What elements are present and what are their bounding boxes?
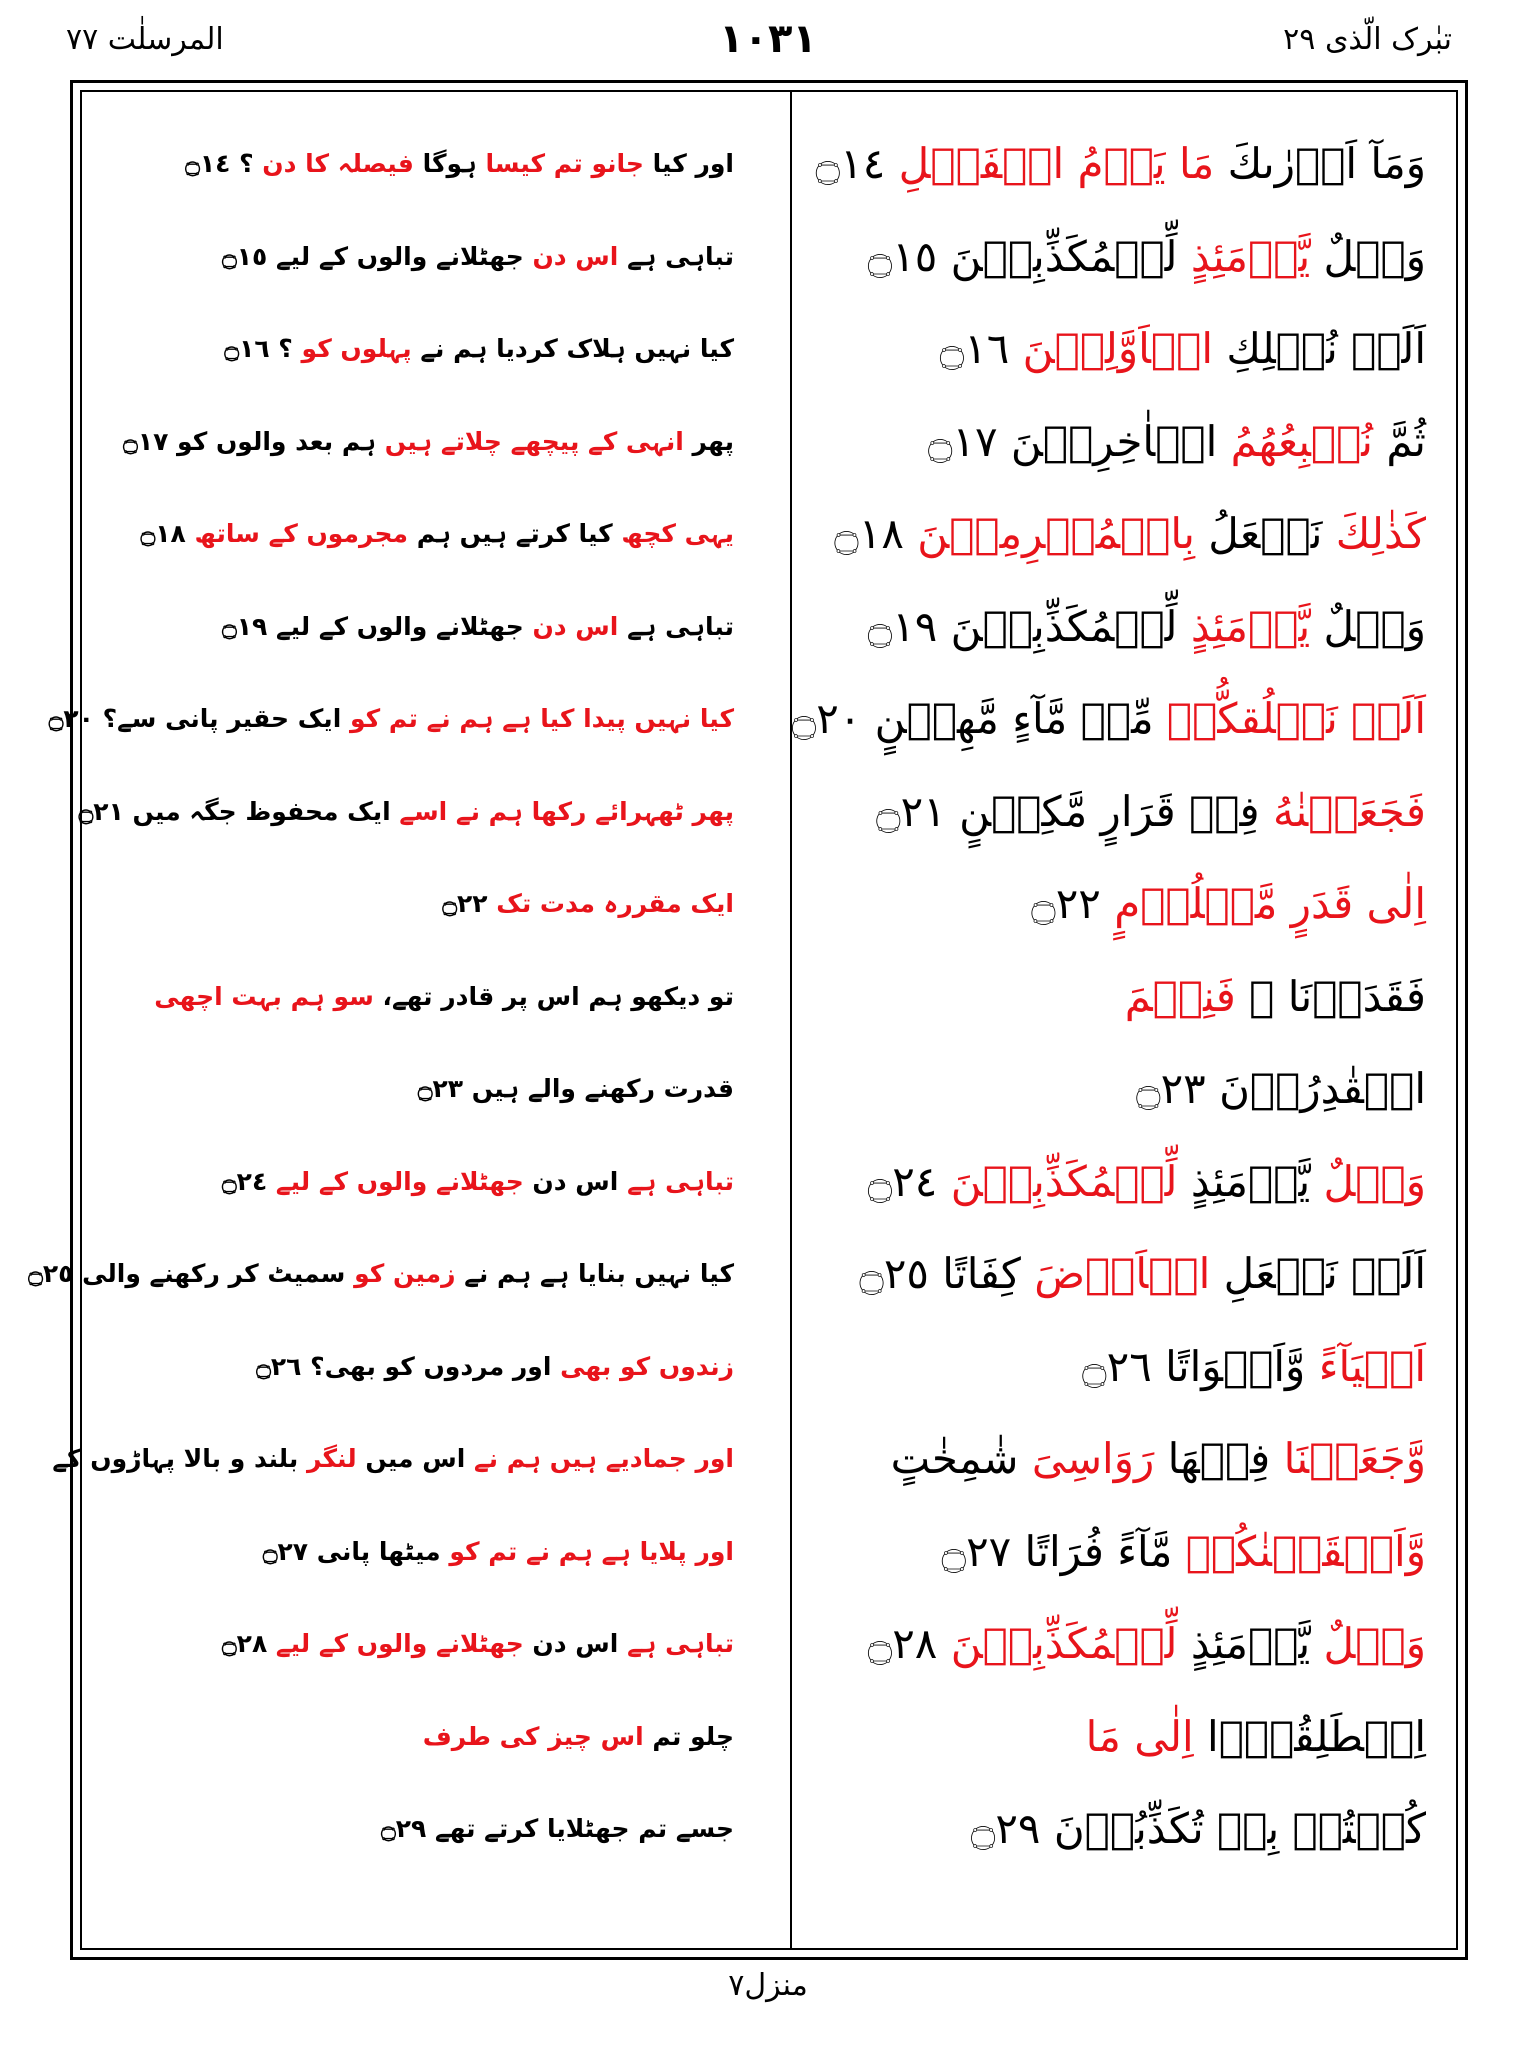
arabic-segment: مَّآءً فُرَاتًا ۝٢٧: [941, 1526, 1186, 1576]
translation-segment: تباہی ہے: [627, 1629, 734, 1658]
arabic-segment: لِّلۡمُكَذِّبِيۡنَ: [950, 1619, 1178, 1668]
manzil-footer: منزل٧: [728, 1968, 808, 2003]
header-surah-name: المرسلٰت ٧٧: [66, 22, 224, 57]
verse-row: [28, 1244, 1456, 1337]
arabic-segment: كَذٰلِكَ: [1335, 509, 1426, 558]
arabic-segment: فَجَعَلۡنٰهُ: [1272, 786, 1426, 836]
arabic-segment: لِّلۡمُكَذِّبِيۡنَ: [950, 1156, 1178, 1206]
arabic-verse: [776, 1707, 1426, 1799]
arabic-segment: ۝١٦: [939, 324, 1023, 373]
arabic-segment: ۝١٨: [834, 509, 918, 558]
urdu-translation: [78, 782, 734, 874]
arabic-verse: [776, 1059, 1426, 1151]
arabic-segment: وَيۡلٌ: [1323, 1619, 1426, 1668]
arabic-segment: فَنِعۡمَ: [1124, 971, 1236, 1021]
arabic-segment: يَّوۡمَئِذٍ: [1190, 601, 1311, 651]
translation-segment: ایک محفوظ جگہ میں ۝٢١: [78, 796, 400, 826]
urdu-translation: [94, 874, 734, 966]
verse-row: [82, 1614, 1456, 1707]
arabic-segment: ۝٢٢: [1031, 879, 1115, 928]
translation-segment: ہوگا: [413, 149, 486, 178]
arabic-segment: ۝١٤: [815, 139, 899, 188]
arabic-segment: اَحۡيَآءً: [1318, 1341, 1426, 1391]
translation-segment: اور مردوں کو بھی؟ ۝٢٦: [256, 1351, 561, 1381]
header-juz-name: تبٰرک الّذی ٢٩: [1283, 22, 1452, 57]
translation-segment: ؟ ۝١٦: [224, 334, 302, 363]
translation-segment: جانو تم کیسا: [485, 149, 644, 178]
verse-row: [52, 1429, 1456, 1522]
translation-segment: اس دن: [523, 1629, 628, 1658]
arabic-segment: ثُمَّ: [1373, 416, 1426, 466]
verse-row: [82, 412, 1456, 505]
arabic-segment: الۡاَوَّلِيۡنَ: [1022, 324, 1214, 373]
translation-segment: ۝٢٢: [442, 889, 497, 918]
arabic-segment: اَلَمۡ نَجۡعَلِ: [1210, 1249, 1426, 1298]
arabic-segment: الۡاَرۡضَ: [1034, 1249, 1211, 1298]
translation-segment: اور پلایا ہے ہم نے تم کو: [449, 1536, 734, 1566]
arabic-verse: [776, 319, 1426, 411]
verse-row: [82, 874, 1456, 967]
arabic-segment: مَا يَوۡمُ الۡفَصۡلِ: [898, 139, 1215, 188]
translation-segment: تباہی ہے: [627, 1166, 734, 1196]
urdu-translation: [94, 1059, 734, 1151]
arabic-segment: نَفۡعَلُ: [1194, 509, 1336, 558]
verse-rows: [28, 134, 1456, 1892]
translation-segment: تباہی ہے: [618, 241, 734, 271]
translation-segment: چلو تم: [643, 1721, 734, 1751]
arabic-segment: ۝٢٨: [867, 1619, 951, 1668]
arabic-segment: وَيۡلٌ: [1323, 1156, 1426, 1206]
arabic-segment: اَلَمۡ نَخۡلُقكُّمۡ: [1166, 694, 1426, 743]
arabic-segment: ۝٢٤: [867, 1156, 951, 1206]
translation-segment: جسے تم جھٹلایا کرتے تھے ۝٢٩: [381, 1814, 734, 1843]
arabic-verse: [776, 689, 1426, 781]
arabic-segment: الۡقٰدِرُوۡنَ ۝٢٣: [1136, 1064, 1426, 1113]
translation-segment: ایک مقررہ مدت تک: [496, 889, 734, 918]
translation-segment: قدرت رکھنے والے ہیں ۝٢٣: [417, 1074, 734, 1103]
arabic-verse: [776, 782, 1426, 874]
arabic-segment: فَقَدَرۡنَا ۖ: [1235, 971, 1426, 1021]
arabic-verse: [776, 874, 1426, 966]
arabic-verse: [776, 1614, 1426, 1706]
translation-segment: جھٹلانے والوں کے لیے ۝١٥: [222, 241, 533, 271]
verse-row: [82, 967, 1456, 1060]
arabic-segment: يَّوۡمَئِذٍ: [1177, 1619, 1324, 1668]
translation-segment: ۝٢٤: [222, 1166, 276, 1196]
arabic-segment: وَيۡلٌ: [1310, 601, 1426, 651]
arabic-segment: كُنۡتُمۡ بِهٖ تُكَذِّبُوۡنَ ۝٢٩: [970, 1804, 1426, 1853]
translation-segment: مجرموں کے ساتھ: [194, 519, 409, 548]
translation-segment: ۝٢٨: [222, 1629, 276, 1658]
translation-segment: اس میں: [356, 1444, 474, 1473]
translation-segment: لنگر: [306, 1444, 357, 1473]
urdu-translation: [94, 1799, 734, 1891]
urdu-translation: [94, 1707, 734, 1799]
arabic-segment: نُتۡبِعُهُمُ: [1230, 416, 1373, 466]
translation-segment: اور جمادیے ہیں ہم نے: [474, 1444, 734, 1473]
arabic-segment: يَّوۡمَئِذٍ: [1177, 1156, 1324, 1206]
arabic-segment: يَّوۡمَئِذٍ: [1190, 231, 1311, 281]
arabic-verse: [776, 412, 1426, 504]
arabic-verse: [776, 1152, 1426, 1244]
translation-segment: انہی کے پیچھے چلاتے ہیں: [384, 426, 684, 456]
arabic-segment: وَمَآ اَدۡرٰىكَ: [1214, 139, 1426, 188]
translation-segment: فیصلہ کا دن: [262, 149, 414, 178]
translation-segment: ایک حقیر پانی سے؟ ۝٢٠: [48, 704, 350, 733]
arabic-segment: فِيۡهَا: [1154, 1434, 1284, 1483]
urdu-translation: [94, 1337, 734, 1429]
arabic-segment: كِفَاتًا ۝٢٥: [859, 1249, 1035, 1298]
translation-segment: پھر: [683, 426, 734, 456]
arabic-segment: بِالۡمُجۡرِمِيۡنَ: [917, 509, 1195, 558]
page-number: ١٠٣١: [719, 16, 817, 62]
urdu-translation: [94, 967, 734, 1059]
arabic-segment: اِلٰى قَدَرٍ مَّعۡلُوۡمٍ: [1114, 879, 1426, 928]
translation-segment: زمین کو: [354, 1259, 456, 1288]
urdu-translation: [52, 1429, 734, 1521]
arabic-segment: اِنۡطَلِقُوۡۤا: [1193, 1711, 1426, 1761]
translation-segment: سمیٹ کر رکھنے والی ۝٢٥: [28, 1259, 355, 1288]
verse-row: [78, 782, 1456, 875]
verse-row: [82, 1799, 1456, 1892]
arabic-segment: مِّنۡ مَّآءٍ مَّهِيۡنٍ ۝٢٠: [791, 694, 1167, 743]
arabic-verse: [776, 1799, 1426, 1891]
translation-segment: اس دن: [532, 241, 619, 271]
urdu-translation: [48, 689, 734, 781]
verse-row: [82, 1152, 1456, 1245]
translation-segment: کیا نہیں ہلاک کردیا ہم نے: [411, 334, 734, 363]
urdu-translation: [94, 1152, 734, 1244]
urdu-translation: [94, 504, 734, 596]
translation-segment: کیا نہیں پیدا کیا ہے ہم نے تم کو: [349, 704, 734, 733]
verse-row: [82, 1522, 1456, 1615]
verse-row: [48, 689, 1456, 782]
verse-row: [82, 319, 1456, 412]
translation-segment: یہی کچھ: [621, 519, 734, 548]
translation-segment: جھٹلانے والوں کے لیے: [275, 1166, 524, 1196]
urdu-translation: [28, 1244, 734, 1336]
arabic-segment: رَوَاسِىَ: [1031, 1434, 1155, 1483]
translation-segment: اس دن: [523, 1166, 628, 1196]
arabic-segment: اِلٰى مَا: [1085, 1711, 1194, 1761]
translation-segment: تو دیکھو ہم اس پر قادر تھے،: [373, 981, 734, 1011]
translation-segment: ہم بعد والوں کو ۝١٧: [123, 426, 385, 456]
arabic-segment: الۡاٰخِرِيۡنَ ۝١٧: [927, 416, 1231, 466]
arabic-segment: وَّجَعَلۡنَا: [1283, 1434, 1426, 1483]
arabic-verse: [776, 1429, 1426, 1521]
translation-segment: تباہی ہے: [618, 611, 734, 641]
verse-row: [82, 1337, 1456, 1430]
arabic-segment: فِىۡ قَرَارٍ مَّكِيۡنٍ ۝٢١: [876, 786, 1273, 836]
arabic-segment: شٰمِخٰتٍ: [890, 1434, 1032, 1483]
translation-segment: ؟ ۝١٤: [185, 149, 263, 178]
arabic-segment: وَّاَسۡقَيۡنٰكُمۡ: [1185, 1526, 1426, 1576]
urdu-translation: [94, 1614, 734, 1706]
verse-row: [82, 1059, 1456, 1152]
translation-segment: اس چیز کی طرف: [422, 1721, 644, 1751]
translation-segment: کیا کرتے ہیں ہم: [408, 519, 622, 548]
arabic-verse: [776, 1244, 1426, 1336]
verse-row: [82, 134, 1456, 227]
verse-row: [82, 227, 1456, 320]
translation-segment: اس دن: [532, 611, 619, 641]
urdu-translation: [94, 412, 734, 504]
arabic-verse: [776, 1337, 1426, 1429]
arabic-verse: [776, 1522, 1426, 1614]
translation-segment: سو ہم بہت اچھی: [154, 981, 374, 1011]
translation-segment: ۝١٨: [140, 519, 195, 548]
urdu-translation: [94, 597, 734, 689]
urdu-translation: [94, 134, 734, 226]
translation-segment: پھر ٹھہرائے رکھا ہم نے اسے: [399, 796, 734, 826]
translation-segment: جھٹلانے والوں کے لیے ۝١٩: [222, 611, 533, 641]
translation-segment: زندوں کو بھی: [560, 1351, 734, 1381]
urdu-translation: [94, 227, 734, 319]
urdu-translation: [94, 319, 734, 411]
arabic-segment: اَلَمۡ نُهۡلِكِ: [1213, 324, 1426, 373]
arabic-verse: [776, 597, 1426, 689]
arabic-verse: [776, 134, 1426, 226]
arabic-verse: [776, 504, 1426, 596]
urdu-translation: [94, 1522, 734, 1614]
translation-segment: بلند و بالا پہاڑوں کے: [52, 1444, 307, 1473]
verse-row: [82, 597, 1456, 690]
verse-row: [82, 504, 1456, 597]
translation-segment: کیا نہیں بنایا ہے ہم نے: [455, 1259, 734, 1288]
translation-segment: پہلوں کو: [301, 334, 412, 363]
arabic-segment: لِّلۡمُكَذِّبِيۡنَ ۝١٥: [867, 231, 1191, 281]
translation-segment: جھٹلانے والوں کے لیے: [275, 1629, 524, 1658]
arabic-segment: وَيۡلٌ: [1310, 231, 1426, 281]
translation-segment: میٹھا پانی ۝٢٧: [262, 1536, 450, 1566]
translation-segment: اور کیا: [643, 149, 734, 178]
verse-row: [82, 1707, 1456, 1800]
arabic-segment: وَّاَمۡوَاتًا ۝٢٦: [1082, 1341, 1319, 1391]
arabic-verse: [776, 967, 1426, 1059]
arabic-segment: لِّلۡمُكَذِّبِيۡنَ ۝١٩: [867, 601, 1191, 651]
arabic-verse: [776, 227, 1426, 319]
